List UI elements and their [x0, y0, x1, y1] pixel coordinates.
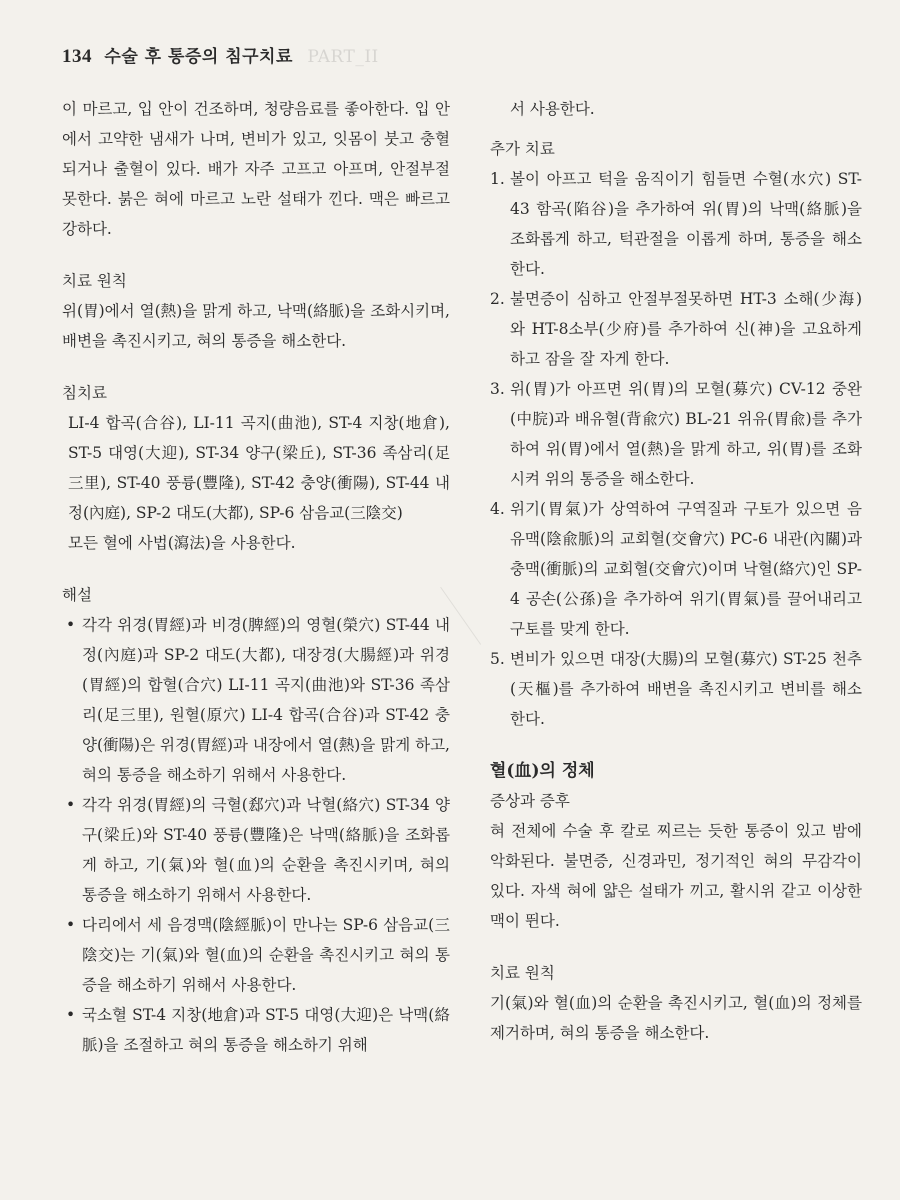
- continued-text: 서 사용한다.: [510, 100, 595, 118]
- left-column: [62, 94, 450, 1060]
- additional-treatment-heading: 추가 치료: [490, 140, 555, 158]
- treatment-principle-text-2: 기(氣)와 혈(血)의 순환을 촉진시키고, 혈(血)의 정체를 제거하며, 혀의 통증을 해소한다.: [490, 994, 862, 1042]
- acupuncture-heading: 침치료: [62, 384, 107, 402]
- treatment-principle-heading: 치료 원칙: [62, 272, 127, 290]
- running-header: [62, 42, 379, 68]
- additional-item: 2. 불면증이 심하고 안절부절못하면 HT-3 소해(少海)와 HT-8소부(少府)를 추가하여 신(神)을 고요하게 하고 잠을 잘 자게 한다.: [490, 290, 862, 368]
- explanation-item: • 다리에서 세 음경맥(陰經脈)이 만나는 SP-6 삼음교(三陰交)는 기(氣)와 혈(血)의 순환을 촉진시키고 혀의 통증을 해소하기 위해서 사용한다.: [62, 910, 450, 1000]
- symptoms-heading: 증상과 증후: [490, 792, 570, 810]
- additional-item: 1. 볼이 아프고 턱을 움직이기 힘들면 수혈(水穴) ST-43 함곡(陷谷)을 추가하여 위(胃)의 낙맥(絡脈)을 조화롭게 하고, 턱관절을 이롭게 하며, 통증을 해소한다.: [490, 170, 862, 278]
- acupuncture-method: 모든 혈에 사법(瀉法)을 사용한다.: [68, 534, 296, 552]
- page-number: 134: [62, 46, 92, 67]
- explanation-item: • 국소혈 ST-4 지창(地倉)과 ST-5 대영(大迎)은 낙맥(絡脈)을 조절하고 혀의 통증을 해소하기 위해: [62, 1000, 450, 1060]
- chapter-title: 수술 후 통증의 침구치료: [104, 47, 293, 67]
- symptoms-text: 혀 전체에 수술 후 칼로 찌르는 듯한 통증이 있고 밤에 악화된다. 불면증, 신경과민, 정기적인 혀의 무감각이 있다. 자색 혀에 얇은 설태가 끼고, 활시위 같고 이상한 맥이 뛴다.: [490, 822, 862, 930]
- explanation-item: • 각각 위경(胃經)의 극혈(郄穴)과 낙혈(絡穴) ST-34 양구(梁丘)와 ST-40 풍륭(豐隆)은 낙맥(絡脈)을 조화롭게 하고, 기(氣)와 혈(血)의 순환을 촉진시키며, 혀의 통증을 해소하기 위해서 사용한다.: [62, 790, 450, 910]
- additional-item: 4. 위기(胃氣)가 상역하여 구역질과 구토가 있으면 음유맥(陰兪脈)의 교회혈(交會穴) PC-6 내관(內關)과 충맥(衝脈)의 교회혈(交會穴)이며 낙혈(絡穴)인 SP-4 공손(公孫)을 추가하여 위기(胃氣)를 끌어내리고 구토를 맞게 한다.: [490, 500, 862, 638]
- explanation-item: • 각각 위경(胃經)과 비경(脾經)의 영혈(榮穴) ST-44 내정(內庭)과 SP-2 대도(大都), 대장경(大腸經)과 위경(胃經)의 합혈(合穴) LI-11 곡지(曲池)와 ST-36 족삼리(足三里), 원혈(原穴) LI-4 합곡(合谷)과 ST-42 충양(衝陽)은 위경(胃經)과 내장에서 열(熱)을 맑게 하고, 혀의 통증을 해소하기 위해서 사용한다.: [62, 610, 450, 790]
- explanation-list: [62, 610, 450, 1060]
- treatment-principle-heading-2: 치료 원칙: [490, 964, 555, 982]
- treatment-principle-text: 위(胃)에서 열(熱)을 맑게 하고, 낙맥(絡脈)을 조화시키며, 배변을 촉진시키고, 혀의 통증을 해소한다.: [62, 302, 450, 350]
- additional-item: 5. 변비가 있으면 대장(大腸)의 모혈(募穴) ST-25 천추(天樞)를 추가하여 배변을 촉진시키고 변비를 해소한다.: [490, 650, 862, 728]
- section-title: 혈(血)의 정체: [490, 761, 595, 781]
- explanation-heading: 해설: [62, 586, 92, 604]
- bleed-through-text: PART_II: [307, 47, 379, 67]
- acupuncture-points: LI-4 합곡(合谷), LI-11 곡지(曲池), ST-4 지창(地倉), ST-5 대영(大迎), ST-34 양구(梁丘), ST-36 족삼리(足三里), ST-40 풍륭(豐隆), ST-42 충양(衝陽), ST-44 내정(內庭), SP-2 대도(大都), SP-6 삼음교(三陰交): [68, 414, 450, 522]
- additional-item: 3. 위(胃)가 아프면 위(胃)의 모혈(募穴) CV-12 중완(中脘)과 배유혈(背兪穴) BL-21 위유(胃兪)를 추가하여 위(胃)에서 열(熱)을 맑게 하고, 위(胃)를 조화시켜 위의 통증을 해소한다.: [490, 380, 862, 488]
- additional-treatment-list: [490, 164, 862, 734]
- intro-paragraph: 이 마르고, 입 안이 건조하며, 청량음료를 좋아한다. 입 안에서 고약한 냄새가 나며, 변비가 있고, 잇몸이 붓고 충혈되거나 출혈이 있다. 배가 자주 고프고 아프며, 안절부절못한다. 붉은 혀에 마르고 노란 설태가 낀다. 맥은 빠르고 강하다.: [62, 100, 450, 238]
- right-column: [490, 94, 862, 1048]
